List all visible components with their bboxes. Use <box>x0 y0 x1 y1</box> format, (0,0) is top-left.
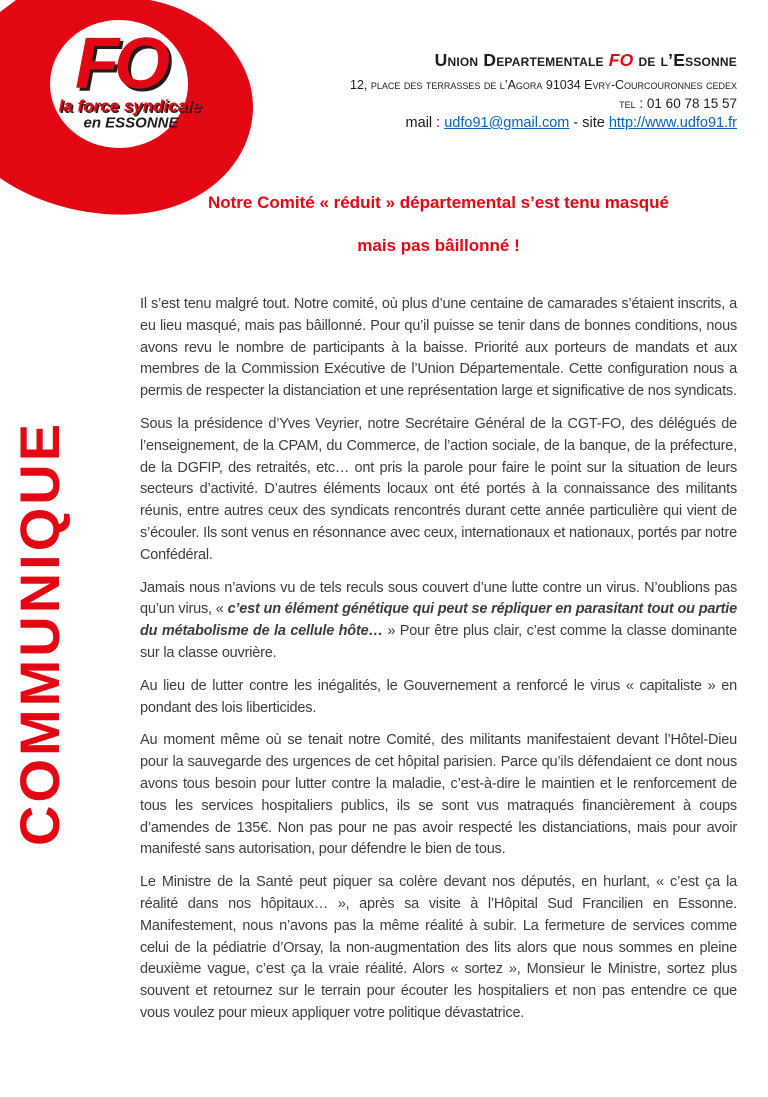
paragraph <box>140 676 737 720</box>
title-line-2: mais pas bâillonné ! <box>357 236 520 255</box>
org-name-suffix: de l’Essonne <box>633 50 737 70</box>
paragraph <box>140 294 737 403</box>
logo-tagline: la force syndicale <box>58 96 202 116</box>
logo-fo-text: FO <box>75 24 165 104</box>
paragraph-text: Le Ministre de la Santé peut piquer sa colère devant nos députés, en hurlant, « c’est ça la réalité dans nos hôpitaux… », après sa visite à l’Hôpital Sud Francilien en Essonne. Manifestement, nous n’avons pas la même réalité à subir. La fermeture de services comme celui de la pédiatrie d’Orsay, la non-augmentation des lits alors que nous sommes en pleine deuxième vague, c’est ça la vraie réalité. Alors « sortez », Monsieur le Ministre, sortez plus souvent et retournez sur le terrain pour écouter les hospitaliers et non pas entendre ce que vous voulez pour mieux appliquer votre politique dévastatrice. <box>140 874 737 1021</box>
org-address: 12, place des terrasses de l’Agora 91034 Evry-Courcouronnes cedex <box>350 78 737 92</box>
paragraph-text: Au lieu de lutter contre les inégalités, le Gouvernement a renforcé le virus « capitaliste » en pondant des lois liberticides. <box>140 677 737 716</box>
paragraph <box>140 414 737 567</box>
document-title <box>140 193 737 256</box>
site-label: - site <box>569 115 609 131</box>
org-contact-line <box>317 115 737 131</box>
mail-link[interactable]: udfo91@gmail.com <box>444 115 570 131</box>
org-name-fo: FO <box>608 50 634 70</box>
paragraph-text: Au moment même où se tenait notre Comité, des militants manifestaient devant l’Hôtel-Dieu pour la sauvegarde des urgences de cet hôpital parisien. Parce qu’ils défendaient ce dont nous avons tous besoin pour lutter contre la maladie, c’est-à-dire le maintien et le renforcement de tous les services hospitaliers publics, ils se sont vus matraqués financièrement à coups d’amendes de 135€. Non pas pour ne pas avoir respecté les distanciations, mais pour avoir manifesté sans autorisation, pour défendre le bien de tous. <box>140 732 737 858</box>
paragraph-text: Sous la présidence d’Yves Veyrier, notre Secrétaire Général de la CGT-FO, des délégués de l’enseignement, de la CPAM, du Commerce, de l’action sociale, de la banque, de la préfecture, de la DGFIP, des retraités, etc… ont pris la parole pour faire le point sur la situation de leurs secteurs d’activité. D’autres éléments locaux ont été portés à la connaissance des militants réunis, entre autres ceux des syndicats rencontrés durant cette année particulière qui vient de s’écouler. Ils sont venus en résonnance avec ceux, internationaux et nationaux, portés par notre Confédéral. <box>140 415 737 563</box>
paragraph-text: » Pour être plus clair, c’est comme la classe dominante sur la classe ouvrière. <box>140 623 737 661</box>
paragraph-text: Il s’est tenu malgré tout. Notre comité, où plus d’une centaine de camarades s’étaient inscrits, a eu lieu masqué, mais pas bâillonné. Pour qu’il puisse se tenir dans de bonnes conditions, nous avons revu le nombre de participants à la baisse. Priorité aux porteurs de mandats et aux membres de la Commission Exécutive de l’Union Départementale. Cette configuration nous a permis de respecter la distanciation et une représentation large et significative de nos syndicats. <box>140 296 737 400</box>
org-name-prefix: Union Departementale <box>434 50 609 70</box>
org-name <box>317 50 737 71</box>
logo-region: en ESSONNE <box>83 114 179 132</box>
title-line-1: Notre Comité « réduit » départemental s’est tenu masqué <box>207 193 669 212</box>
paragraph <box>140 578 737 665</box>
quote-emphasis: c’est un élément génétique qui peut se répliquer en parasitant tout ou partie du métabolisme de la cellule hôte… <box>140 601 737 640</box>
site-link[interactable]: http://www.udfo91.fr <box>608 115 737 131</box>
org-header <box>317 50 737 131</box>
document-body <box>140 294 737 1036</box>
paragraph <box>140 872 737 1025</box>
fo-logo <box>0 0 256 222</box>
mail-label: mail : <box>405 115 445 131</box>
paragraph <box>140 730 737 861</box>
communique-vertical-label: COMMUNIQUE <box>8 420 71 846</box>
org-phone: tel : 01 60 78 15 57 <box>619 96 737 111</box>
paragraph-text: Jamais nous n’avions vu de tels reculs sous couvert d’une lutte contre un virus. N’oublions pas qu’un virus, « <box>140 579 737 618</box>
